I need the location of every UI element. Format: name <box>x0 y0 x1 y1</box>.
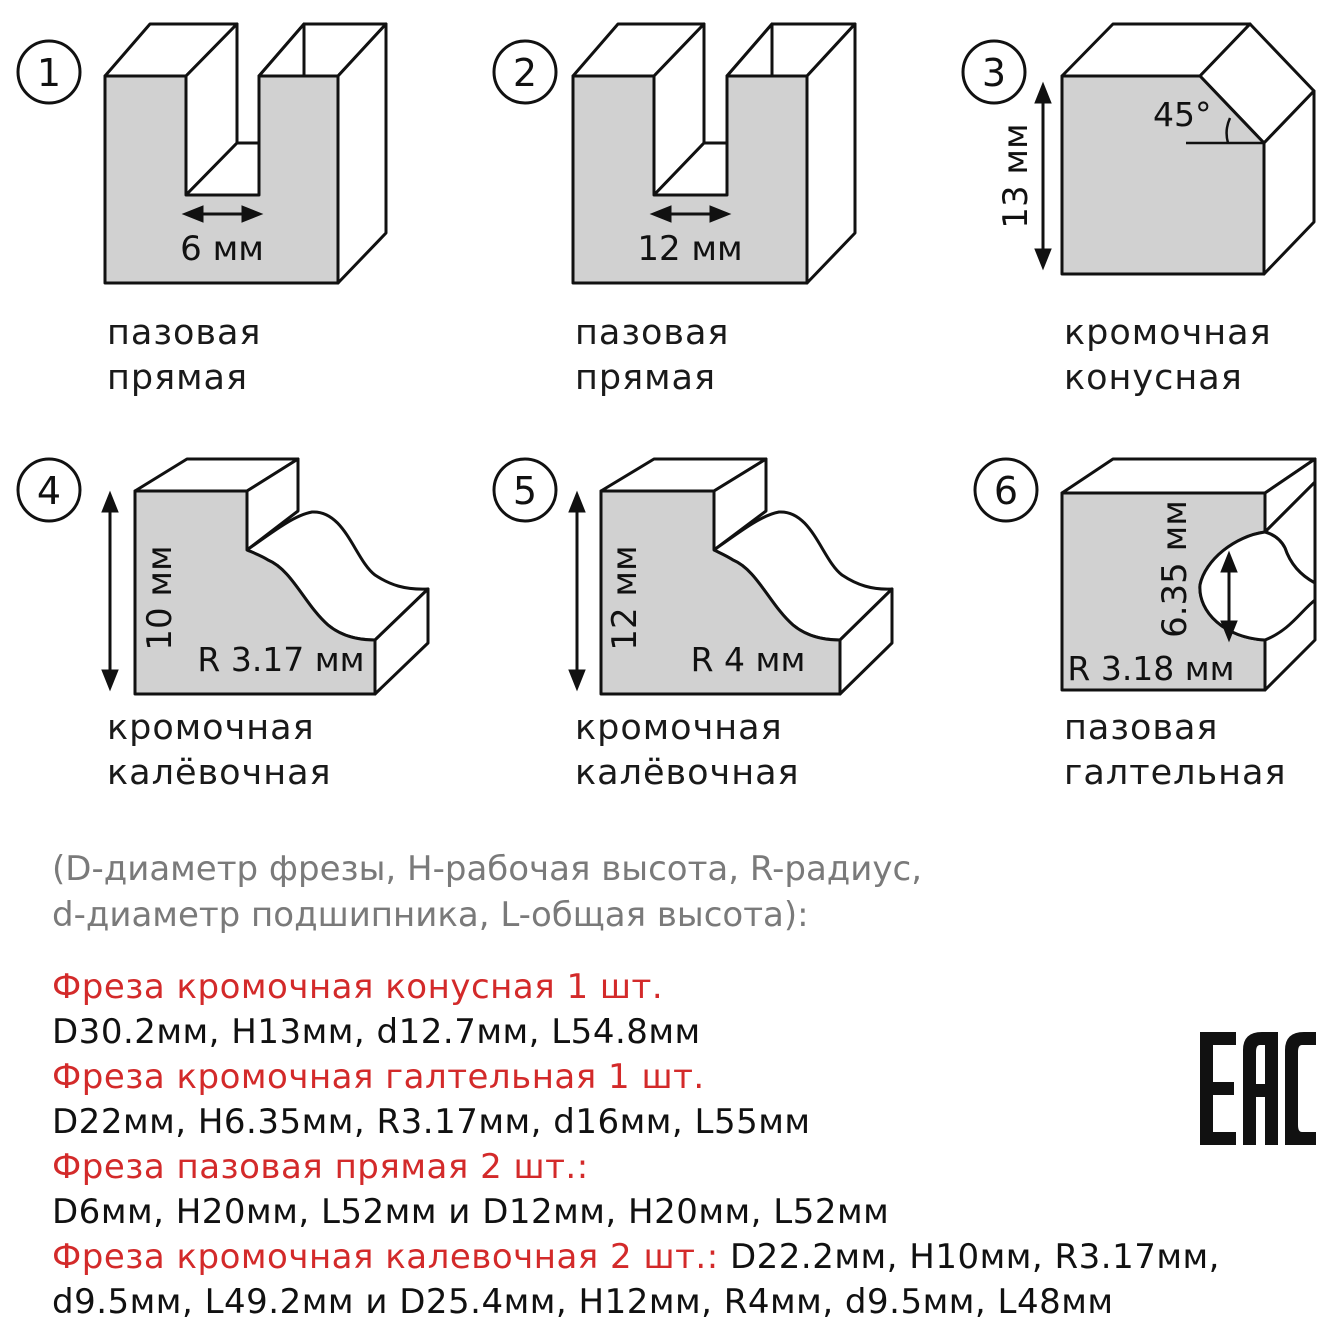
dimension-label: 13 мм <box>996 123 1036 229</box>
spec-values-bevel: D30.2мм, H13мм, d12.7мм, L54.8мм <box>52 1012 701 1052</box>
legend-line: (D-диаметр фрезы, H-рабочая высота, R-радиус, <box>52 849 923 889</box>
cutter-1 <box>18 24 386 283</box>
spec-title-ogee: Фреза кромочная калевочная 2 шт.: <box>52 1237 719 1277</box>
number-3: 3 <box>981 51 1007 95</box>
cutter-6 <box>975 459 1315 690</box>
spec-ogee-row <box>52 1235 1220 1280</box>
number-6: 6 <box>993 469 1019 513</box>
spec-values-ogee-a: D22.2мм, H10мм, R3.17мм, <box>718 1237 1220 1277</box>
legend-line: d-диаметр подшипника, L-общая высота): <box>52 895 809 935</box>
angle-label: 45° <box>1153 95 1212 134</box>
caption-line: кромочная <box>107 708 315 748</box>
spec-title-straight: Фреза пазовая прямая 2 шт.: <box>52 1147 589 1187</box>
caption-line: прямая <box>107 358 249 398</box>
caption-cutter-5 <box>575 706 800 796</box>
number-5: 5 <box>512 469 538 513</box>
spec-values-cove: D22мм, H6.35мм, R3.17мм, d16мм, L55мм <box>52 1102 811 1142</box>
caption-line: прямая <box>575 358 717 398</box>
caption-line: галтельная <box>1064 753 1287 793</box>
radius-label: R 4 мм <box>690 640 806 679</box>
caption-line: кромочная <box>575 708 783 748</box>
dimension-label: 12 мм <box>605 545 645 651</box>
dimension-label: 6.35 мм <box>1155 500 1195 638</box>
spec-title-bevel: Фреза кромочная конусная 1 шт. <box>52 967 664 1007</box>
cutter-4 <box>18 459 428 694</box>
caption-cutter-4 <box>107 706 332 796</box>
dimension-label: 12 мм <box>637 229 743 269</box>
caption-line: кромочная <box>1064 313 1272 353</box>
dimension-label: 6 мм <box>180 229 264 269</box>
radius-label: R 3.18 мм <box>1067 649 1235 688</box>
caption-cutter-1 <box>107 311 262 401</box>
caption-cutter-2 <box>575 311 730 401</box>
caption-line: калёвочная <box>575 753 800 793</box>
spec-title-cove: Фреза кромочная галтельная 1 шт. <box>52 1057 705 1097</box>
spec-values-ogee-b: d9.5мм, L49.2мм и D25.4мм, H12мм, R4мм, d9.5мм, L48мм <box>52 1282 1114 1322</box>
cutter-5 <box>494 459 892 694</box>
caption-line: пазовая <box>1064 708 1219 748</box>
cutter-3 <box>963 24 1314 274</box>
caption-line: конусная <box>1064 358 1243 398</box>
number-4: 4 <box>36 469 62 513</box>
number-1: 1 <box>36 51 62 95</box>
number-2: 2 <box>512 51 538 95</box>
spec-values-straight: D6мм, H20мм, L52мм и D12мм, H20мм, L52мм <box>52 1192 890 1232</box>
caption-line: пазовая <box>107 313 262 353</box>
caption-line: пазовая <box>575 313 730 353</box>
dimension-label: 10 мм <box>140 545 180 651</box>
caption-line: калёвочная <box>107 753 332 793</box>
radius-label: R 3.17 мм <box>197 640 365 679</box>
abbreviation-legend <box>52 846 922 938</box>
caption-cutter-6 <box>1064 706 1287 796</box>
specifications <box>52 965 1220 1325</box>
caption-cutter-3 <box>1064 311 1272 401</box>
cutter-2 <box>494 24 855 283</box>
